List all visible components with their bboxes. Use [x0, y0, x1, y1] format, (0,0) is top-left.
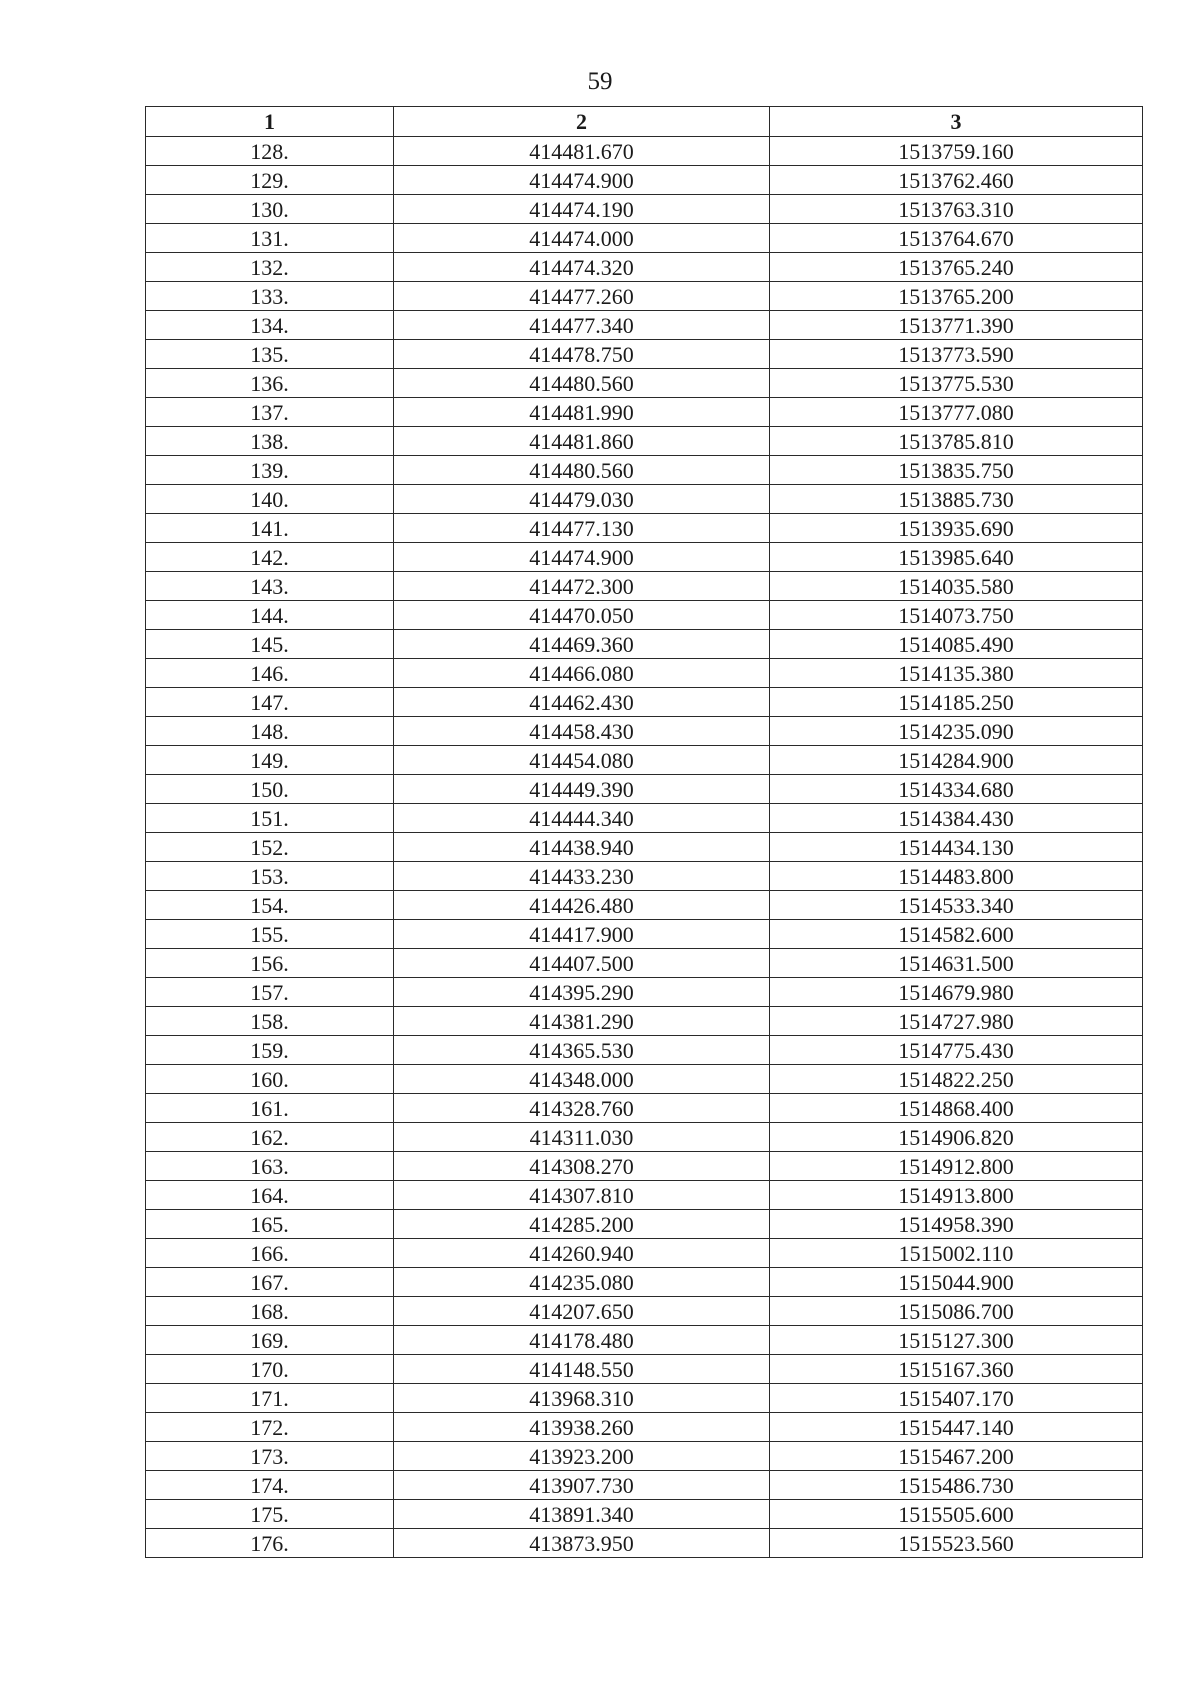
table-row [146, 311, 1143, 340]
point-number-cell: 130. [146, 195, 394, 224]
table-body [146, 137, 1143, 1558]
table-row [146, 804, 1143, 833]
coordinate-y-cell: 1515044.900 [770, 1268, 1143, 1297]
coordinate-y-cell: 1514631.500 [770, 949, 1143, 978]
point-number-cell: 134. [146, 311, 394, 340]
table-row [146, 775, 1143, 804]
table-row [146, 1123, 1143, 1152]
table-row [146, 572, 1143, 601]
table-row [146, 456, 1143, 485]
coordinate-x-cell: 414365.530 [394, 1036, 770, 1065]
coordinates-table [145, 106, 1143, 1558]
coordinate-x-cell: 414481.990 [394, 398, 770, 427]
coordinate-x-cell: 414438.940 [394, 833, 770, 862]
table-row [146, 833, 1143, 862]
point-number-cell: 135. [146, 340, 394, 369]
table-row [146, 1471, 1143, 1500]
coordinate-y-cell: 1514035.580 [770, 572, 1143, 601]
table-row [146, 1094, 1143, 1123]
table-row [146, 1413, 1143, 1442]
coordinate-y-cell: 1515407.170 [770, 1384, 1143, 1413]
coordinate-x-cell: 414407.500 [394, 949, 770, 978]
point-number-cell: 158. [146, 1007, 394, 1036]
table-row [146, 1036, 1143, 1065]
coordinate-x-cell: 414307.810 [394, 1181, 770, 1210]
coordinate-y-cell: 1513773.590 [770, 340, 1143, 369]
coordinate-y-cell: 1513763.310 [770, 195, 1143, 224]
point-number-cell: 157. [146, 978, 394, 1007]
coordinate-y-cell: 1514434.130 [770, 833, 1143, 862]
table-row [146, 862, 1143, 891]
table-row [146, 1065, 1143, 1094]
coordinate-x-cell: 414395.290 [394, 978, 770, 1007]
coordinate-x-cell: 414444.340 [394, 804, 770, 833]
coordinate-y-cell: 1514958.390 [770, 1210, 1143, 1239]
point-number-cell: 137. [146, 398, 394, 427]
point-number-cell: 146. [146, 659, 394, 688]
point-number-cell: 140. [146, 485, 394, 514]
point-number-cell: 149. [146, 746, 394, 775]
coordinate-x-cell: 414474.900 [394, 166, 770, 195]
coordinate-y-cell: 1515486.730 [770, 1471, 1143, 1500]
table-row [146, 485, 1143, 514]
point-number-cell: 139. [146, 456, 394, 485]
table-row [146, 137, 1143, 166]
coordinate-y-cell: 1513775.530 [770, 369, 1143, 398]
coordinate-y-cell: 1514912.800 [770, 1152, 1143, 1181]
point-number-cell: 172. [146, 1413, 394, 1442]
coordinate-x-cell: 414478.750 [394, 340, 770, 369]
table-row [146, 514, 1143, 543]
coordinate-x-cell: 413873.950 [394, 1529, 770, 1558]
table-row [146, 369, 1143, 398]
coordinate-y-cell: 1515505.600 [770, 1500, 1143, 1529]
coordinate-x-cell: 413891.340 [394, 1500, 770, 1529]
coordinate-y-cell: 1514533.340 [770, 891, 1143, 920]
point-number-cell: 168. [146, 1297, 394, 1326]
coordinate-y-cell: 1513835.750 [770, 456, 1143, 485]
coordinate-x-cell: 414479.030 [394, 485, 770, 514]
table-row [146, 920, 1143, 949]
point-number-cell: 128. [146, 137, 394, 166]
point-number-cell: 162. [146, 1123, 394, 1152]
table-row [146, 688, 1143, 717]
table-row [146, 166, 1143, 195]
table-row [146, 1268, 1143, 1297]
coordinate-y-cell: 1514775.430 [770, 1036, 1143, 1065]
table-header [146, 107, 1143, 137]
table-row [146, 1355, 1143, 1384]
coordinate-x-cell: 414458.430 [394, 717, 770, 746]
coordinate-x-cell: 414417.900 [394, 920, 770, 949]
table-row [146, 543, 1143, 572]
coordinate-x-cell: 414474.000 [394, 224, 770, 253]
point-number-cell: 131. [146, 224, 394, 253]
point-number-cell: 166. [146, 1239, 394, 1268]
point-number-cell: 133. [146, 282, 394, 311]
point-number-cell: 141. [146, 514, 394, 543]
table-row [146, 1384, 1143, 1413]
coordinate-y-cell: 1513762.460 [770, 166, 1143, 195]
point-number-cell: 144. [146, 601, 394, 630]
coordinate-x-cell: 414449.390 [394, 775, 770, 804]
point-number-cell: 147. [146, 688, 394, 717]
coordinate-y-cell: 1514384.430 [770, 804, 1143, 833]
point-number-cell: 150. [146, 775, 394, 804]
point-number-cell: 163. [146, 1152, 394, 1181]
point-number-cell: 164. [146, 1181, 394, 1210]
coordinate-x-cell: 414381.290 [394, 1007, 770, 1036]
coordinate-y-cell: 1514913.800 [770, 1181, 1143, 1210]
table-row [146, 253, 1143, 282]
table-row [146, 1007, 1143, 1036]
point-number-cell: 159. [146, 1036, 394, 1065]
coordinate-x-cell: 414433.230 [394, 862, 770, 891]
coordinate-y-cell: 1514073.750 [770, 601, 1143, 630]
coordinate-y-cell: 1513935.690 [770, 514, 1143, 543]
coordinate-y-cell: 1514135.380 [770, 659, 1143, 688]
point-number-cell: 136. [146, 369, 394, 398]
table-row [146, 1326, 1143, 1355]
table-row [146, 1297, 1143, 1326]
coordinate-x-cell: 413968.310 [394, 1384, 770, 1413]
point-number-cell: 170. [146, 1355, 394, 1384]
point-number-cell: 152. [146, 833, 394, 862]
page-number: 59 [587, 68, 613, 95]
coordinate-x-cell: 414474.900 [394, 543, 770, 572]
coordinate-x-cell: 414481.670 [394, 137, 770, 166]
coordinate-x-cell: 414311.030 [394, 1123, 770, 1152]
table-row [146, 746, 1143, 775]
coordinate-y-cell: 1513765.240 [770, 253, 1143, 282]
table-row [146, 949, 1143, 978]
coordinate-x-cell: 414480.560 [394, 369, 770, 398]
coordinate-x-cell: 414148.550 [394, 1355, 770, 1384]
coordinate-x-cell: 414308.270 [394, 1152, 770, 1181]
table-row [146, 427, 1143, 456]
coordinate-y-cell: 1513764.670 [770, 224, 1143, 253]
table-row [146, 282, 1143, 311]
coordinate-y-cell: 1515002.110 [770, 1239, 1143, 1268]
point-number-cell: 156. [146, 949, 394, 978]
column-header-3: 3 [770, 107, 1143, 137]
coordinate-y-cell: 1513765.200 [770, 282, 1143, 311]
column-header-1: 1 [146, 107, 394, 137]
point-number-cell: 148. [146, 717, 394, 746]
coordinate-y-cell: 1514679.980 [770, 978, 1143, 1007]
coordinate-x-cell: 414469.360 [394, 630, 770, 659]
coordinate-x-cell: 414178.480 [394, 1326, 770, 1355]
coordinate-x-cell: 414260.940 [394, 1239, 770, 1268]
coordinate-y-cell: 1514185.250 [770, 688, 1143, 717]
coordinate-x-cell: 414477.260 [394, 282, 770, 311]
coordinate-x-cell: 414348.000 [394, 1065, 770, 1094]
table-row [146, 1529, 1143, 1558]
table-row [146, 659, 1143, 688]
point-number-cell: 132. [146, 253, 394, 282]
point-number-cell: 174. [146, 1471, 394, 1500]
point-number-cell: 151. [146, 804, 394, 833]
point-number-cell: 171. [146, 1384, 394, 1413]
coordinate-x-cell: 414235.080 [394, 1268, 770, 1297]
coordinate-y-cell: 1513771.390 [770, 311, 1143, 340]
coordinate-y-cell: 1513759.160 [770, 137, 1143, 166]
table-row [146, 1442, 1143, 1471]
point-number-cell: 153. [146, 862, 394, 891]
table-row [146, 398, 1143, 427]
coordinate-y-cell: 1514582.600 [770, 920, 1143, 949]
coordinate-y-cell: 1515467.200 [770, 1442, 1143, 1471]
coordinate-y-cell: 1513985.640 [770, 543, 1143, 572]
coordinate-y-cell: 1514822.250 [770, 1065, 1143, 1094]
coordinate-y-cell: 1514284.900 [770, 746, 1143, 775]
point-number-cell: 143. [146, 572, 394, 601]
point-number-cell: 175. [146, 1500, 394, 1529]
coordinate-x-cell: 414466.080 [394, 659, 770, 688]
coordinate-x-cell: 413938.260 [394, 1413, 770, 1442]
coordinate-y-cell: 1515447.140 [770, 1413, 1143, 1442]
coordinate-x-cell: 413907.730 [394, 1471, 770, 1500]
table-row [146, 224, 1143, 253]
point-number-cell: 165. [146, 1210, 394, 1239]
coordinate-x-cell: 414481.860 [394, 427, 770, 456]
coordinate-x-cell: 414470.050 [394, 601, 770, 630]
table-row [146, 717, 1143, 746]
coordinate-y-cell: 1515167.360 [770, 1355, 1143, 1384]
coordinate-y-cell: 1515127.300 [770, 1326, 1143, 1355]
point-number-cell: 155. [146, 920, 394, 949]
coordinate-x-cell: 414285.200 [394, 1210, 770, 1239]
point-number-cell: 160. [146, 1065, 394, 1094]
coordinate-x-cell: 414474.190 [394, 195, 770, 224]
table-row [146, 1152, 1143, 1181]
coordinate-y-cell: 1514868.400 [770, 1094, 1143, 1123]
point-number-cell: 161. [146, 1094, 394, 1123]
coordinate-x-cell: 414477.340 [394, 311, 770, 340]
coordinate-y-cell: 1513785.810 [770, 427, 1143, 456]
coordinate-x-cell: 414328.760 [394, 1094, 770, 1123]
coordinate-y-cell: 1514235.090 [770, 717, 1143, 746]
coordinate-y-cell: 1514483.800 [770, 862, 1143, 891]
coordinate-y-cell: 1515086.700 [770, 1297, 1143, 1326]
point-number-cell: 138. [146, 427, 394, 456]
coordinate-y-cell: 1515523.560 [770, 1529, 1143, 1558]
point-number-cell: 145. [146, 630, 394, 659]
coordinate-x-cell: 414474.320 [394, 253, 770, 282]
coordinate-y-cell: 1513885.730 [770, 485, 1143, 514]
coordinate-x-cell: 414454.080 [394, 746, 770, 775]
point-number-cell: 154. [146, 891, 394, 920]
point-number-cell: 142. [146, 543, 394, 572]
coordinate-x-cell: 414207.650 [394, 1297, 770, 1326]
coordinate-y-cell: 1513777.080 [770, 398, 1143, 427]
table-row [146, 1210, 1143, 1239]
table-row [146, 891, 1143, 920]
table-row [146, 630, 1143, 659]
table-row [146, 978, 1143, 1007]
coordinate-x-cell: 414480.560 [394, 456, 770, 485]
header-row [146, 107, 1143, 137]
table-row [146, 1239, 1143, 1268]
coordinate-y-cell: 1514085.490 [770, 630, 1143, 659]
coordinate-x-cell: 414472.300 [394, 572, 770, 601]
coordinate-y-cell: 1514727.980 [770, 1007, 1143, 1036]
table-row [146, 1181, 1143, 1210]
point-number-cell: 167. [146, 1268, 394, 1297]
table-row [146, 601, 1143, 630]
coordinate-y-cell: 1514334.680 [770, 775, 1143, 804]
coordinate-y-cell: 1514906.820 [770, 1123, 1143, 1152]
column-header-2: 2 [394, 107, 770, 137]
point-number-cell: 173. [146, 1442, 394, 1471]
table-row [146, 195, 1143, 224]
point-number-cell: 169. [146, 1326, 394, 1355]
coordinate-x-cell: 414426.480 [394, 891, 770, 920]
table-row [146, 340, 1143, 369]
point-number-cell: 176. [146, 1529, 394, 1558]
coordinate-x-cell: 414462.430 [394, 688, 770, 717]
table-row [146, 1500, 1143, 1529]
point-number-cell: 129. [146, 166, 394, 195]
coordinate-x-cell: 413923.200 [394, 1442, 770, 1471]
coordinate-x-cell: 414477.130 [394, 514, 770, 543]
